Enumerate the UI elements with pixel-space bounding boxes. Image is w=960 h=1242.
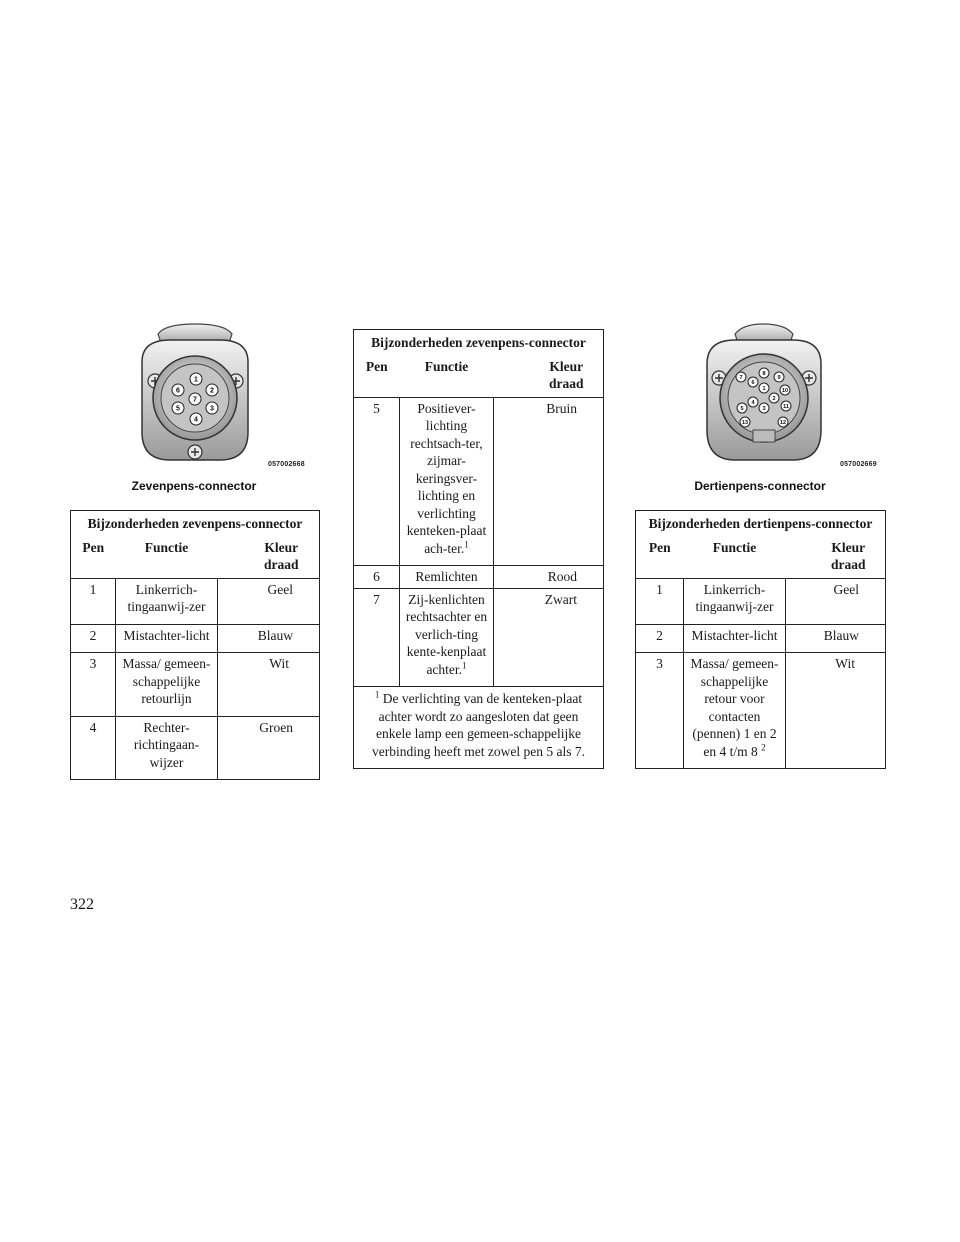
seven-pin-table-continued [353, 329, 604, 769]
pen-cell: 7 [354, 588, 400, 687]
table-row [354, 397, 604, 566]
function-text: Massa/ gemeen-schappelijke retour voor contacten (pennen) 1 en 2 en 4 t/m 8 [690, 656, 779, 759]
pen-cell: 3 [71, 653, 116, 717]
pin-5-label: 5 [740, 406, 744, 412]
table-row [636, 653, 886, 769]
color-cell: Wit [218, 653, 320, 717]
pen-cell: 5 [354, 397, 400, 566]
pen-cell: 4 [71, 716, 116, 780]
pin-2-label: 2 [772, 396, 776, 402]
footnote-ref: 1 [462, 660, 467, 670]
footnote-ref: 1 [464, 539, 469, 549]
pen-cell: 2 [71, 624, 116, 653]
column-header-pen: Pen [354, 355, 400, 398]
pin-5-label: 5 [176, 405, 180, 413]
table-row [636, 624, 886, 653]
figure-caption: Dertienpens-connector [694, 479, 826, 493]
pin-2-label: 2 [210, 387, 214, 395]
function-cell: Mistachter-licht [116, 624, 218, 653]
function-cell: Linkerrich-tingaanwij-zer [116, 578, 218, 624]
pen-cell: 2 [636, 624, 684, 653]
pin-8-label: 8 [762, 371, 766, 377]
pen-cell: 3 [636, 653, 684, 769]
footnote-row [354, 687, 604, 769]
color-cell: Geel [786, 578, 886, 624]
function-cell: Mistachter-licht [684, 624, 786, 653]
function-cell [400, 397, 494, 566]
thirteen-pin-table [635, 510, 886, 769]
figure-code: 057002668 [268, 461, 305, 468]
pen-cell: 1 [636, 578, 684, 624]
figure-caption: Zevenpens-connector [131, 479, 257, 493]
function-text: Positiever-lichting rechtsach-ter, zijmar-keringsver-lichting en verlichting kenteken-plaat ach-ter. [406, 400, 487, 556]
column-header-functie: Functie [400, 355, 494, 398]
seven-pin-connector-illustration [70, 322, 318, 472]
function-cell [684, 653, 786, 769]
seven-pin-table [70, 510, 320, 780]
pin-7-label: 7 [193, 396, 197, 404]
thirteen-pin-connector-illustration [635, 322, 885, 472]
footnote-text: De verlichting van de kenteken-plaat achter wordt zo aangesloten dat geen enkele lamp een gemeen-schappelijke verbinding heeft met zowel pen 5 als 7. [372, 691, 585, 759]
color-cell: Groen [218, 716, 320, 780]
left-column [70, 322, 318, 780]
pin-1-label: 1 [762, 386, 766, 392]
column-header-kleur: Kleur draad [494, 355, 604, 398]
pin-12-label: 12 [779, 420, 787, 426]
thirteen-pin-figure [635, 322, 885, 472]
column-header-functie: Functie [684, 536, 786, 579]
table-row [354, 588, 604, 687]
function-cell: Massa/ gemeen-schappelijke retourlijn [116, 653, 218, 717]
table-row [71, 653, 320, 717]
table-row [636, 578, 886, 624]
color-cell: Blauw [218, 624, 320, 653]
table-title: Bijzonderheden dertienpens-connector [648, 516, 873, 531]
pin-9-label: 9 [777, 375, 781, 381]
pin-1-label: 1 [194, 376, 198, 384]
pin-13-label: 13 [741, 420, 749, 426]
color-cell: Blauw [786, 624, 886, 653]
footnote-mark: 1 [374, 689, 380, 700]
table-row [354, 566, 604, 589]
pen-cell: 6 [354, 566, 400, 589]
function-text: Zij-kenlichten rechtsachter en verlich-ting kente-kenplaat achter. [405, 591, 488, 677]
table-row [71, 716, 320, 780]
table-row [71, 578, 320, 624]
color-cell: Wit [786, 653, 886, 769]
color-cell: Bruin [494, 397, 604, 566]
pin-3-label: 3 [210, 405, 214, 413]
function-cell [400, 588, 494, 687]
pin-3-label: 3 [762, 406, 766, 412]
figure-code: 057002669 [840, 461, 877, 468]
function-cell: Rechter-richtingaan-wijzer [116, 716, 218, 780]
column-header-pen: Pen [71, 536, 116, 579]
function-cell: Remlichten [400, 566, 494, 589]
column-header-pen: Pen [636, 536, 684, 579]
column-header-kleur: Kleur draad [786, 536, 886, 579]
pin-6-label: 6 [176, 387, 180, 395]
pin-7-label: 7 [739, 375, 743, 381]
color-cell: Zwart [494, 588, 604, 687]
seven-pin-figure [70, 322, 318, 472]
middle-column [353, 329, 603, 769]
column-header-kleur: Kleur draad [218, 536, 320, 579]
pin-4-label: 4 [751, 400, 755, 406]
footnote-ref: 2 [761, 742, 766, 752]
table-row [71, 624, 320, 653]
column-header-functie: Functie [116, 536, 218, 579]
footnote-cell [354, 687, 604, 769]
page-number: 322 [70, 896, 94, 913]
pin-11-label: 11 [783, 404, 789, 410]
color-cell: Geel [218, 578, 320, 624]
right-column [635, 322, 885, 769]
pin-4-label: 4 [194, 416, 198, 424]
table-title: Bijzonderheden zevenpens-connector [87, 516, 303, 531]
pen-cell: 1 [71, 578, 116, 624]
table-title: Bijzonderheden zevenpens-connector [371, 335, 586, 350]
function-cell: Linkerrich-tingaanwij-zer [684, 578, 786, 624]
color-cell: Rood [494, 566, 604, 589]
pin-6-label: 6 [751, 380, 755, 386]
pin-10-label: 10 [781, 388, 789, 394]
